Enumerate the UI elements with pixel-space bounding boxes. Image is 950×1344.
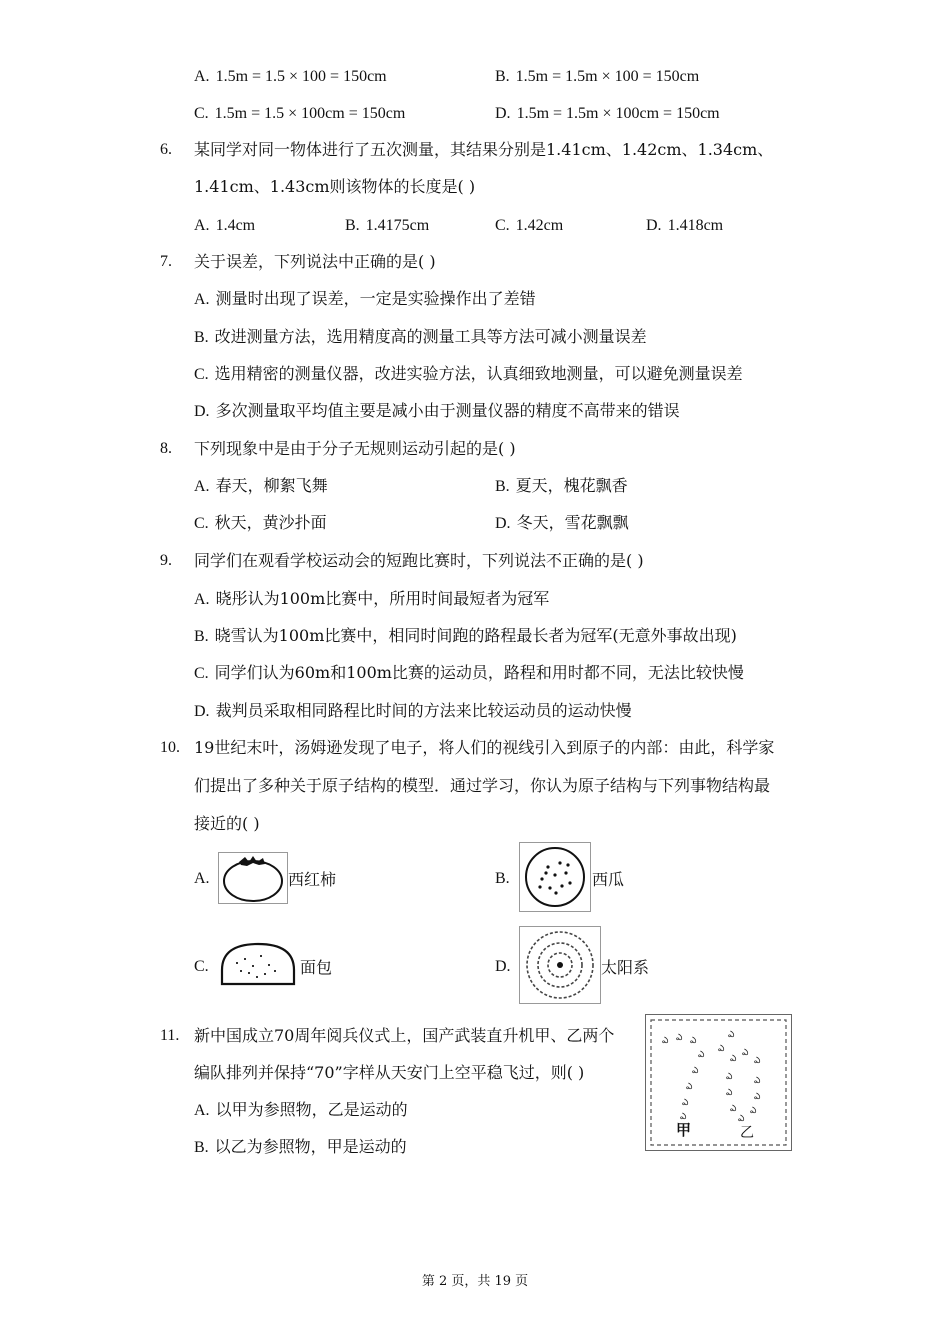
page-footer: 第 2 页，共 19 页 [421,1274,529,1289]
q10-option-a-text: 西红柿 [288,870,337,889]
watermelon-image [519,842,591,912]
q7-option-c: C. 选用精密的测量仪器，改进实验方法，认真细致地测量，可以避免测量误差 [194,364,743,383]
svg-text:ఎ: ఎ [682,1098,689,1108]
q11-stem-line2: 编队排列并保持“70”字样从天安门上空平稳飞过，则( ) [194,1063,585,1082]
q7-option-b: B. 改进测量方法，选用精度高的测量工具等方法可减小测量误差 [194,327,647,346]
q8-number: 8. [160,440,172,457]
q6-option-b: B. 1.4175cm [345,217,430,234]
q11-option-b: B. 以乙为参照物，甲是运动的 [194,1137,407,1156]
svg-text:ఎ: ఎ [730,1104,737,1114]
q8-option-b: B. 夏天，槐花飘香 [495,476,628,495]
q10-option-a-letter: A. [194,870,210,887]
q11-stem-line1: 新中国成立70周年阅兵仪式上，国产武装直升机甲、乙两个 [194,1026,615,1045]
q5-option-d: D. 1.5m = 1.5m × 100cm = 150cm [495,105,720,122]
q10-stem-line3: 接近的( ) [194,814,260,833]
svg-text:ఎ: ఎ [738,1114,745,1124]
q10-option-d-letter: D. [495,958,511,975]
q7-number: 7. [160,253,172,270]
q10-option-c-letter: C. [194,958,209,975]
svg-text:ఎ: ఎ [728,1030,735,1040]
q7-option-d: D. 多次测量取平均值主要是减小由于测量仪器的精度不高带来的错误 [194,401,680,420]
svg-text:ఎ: ఎ [754,1056,761,1066]
svg-text:ఎ: ఎ [690,1036,697,1046]
q10-option-c-text: 面包 [300,958,333,977]
svg-text:ఎ: ఎ [750,1106,757,1116]
svg-text:ఎ: ఎ [742,1048,749,1058]
q8-option-d: D. 冬天，雪花飘飘 [495,513,629,532]
label-yi: 乙 [740,1125,754,1141]
q6-option-c: C. 1.42cm [495,217,564,234]
q9-stem: 同学们在观看学校运动会的短跑比赛时，下列说法不正确的是( ) [194,551,644,570]
q8-option-a: A. 春天，柳絮飞舞 [194,476,328,495]
bread-image [218,940,298,988]
q7-option-a: A. 测量时出现了误差，一定是实验操作出了差错 [194,289,536,308]
q8-option-c: C. 秋天，黄沙扑面 [194,513,327,532]
q5-option-c: C. 1.5m = 1.5 × 100cm = 150cm [194,105,406,122]
q6-stem-line2: 1.41cm、1.43cm则该物体的长度是( ) [194,177,476,196]
q9-number: 9. [160,552,172,569]
q7-stem: 关于误差，下列说法中正确的是( ) [194,252,436,271]
q5-option-b: B. 1.5m = 1.5m × 100 = 150cm [495,68,700,85]
svg-text:ఎ: ఎ [676,1033,683,1043]
svg-text:ఎ: ఎ [726,1088,733,1098]
q10-option-b-letter: B. [495,870,510,887]
q9-option-a: A. 晓彤认为100m比赛中，所用时间最短者为冠军 [194,589,550,608]
svg-text:ఎ: ఎ [754,1092,761,1102]
q5-option-a: A. 1.5m = 1.5 × 100 = 150cm [194,68,387,85]
q8-stem: 下列现象中是由于分子无规则运动引起的是( ) [194,439,516,458]
svg-text:ఎ: ఎ [692,1066,699,1076]
svg-text:ఎ: ఎ [686,1082,693,1092]
q10-stem-line1: 19世纪末叶，汤姆逊发现了电子，将人们的视线引入到原子的内部：由此，科学家 [194,738,775,757]
helicopter-formation-figure [645,1014,792,1151]
label-jia: 甲 [676,1121,692,1139]
svg-text:ఎ: ఎ [662,1036,669,1046]
q9-option-b: B. 晓雪认为100m比赛中，相同时间跑的路程最长者为冠军(无意外事故出现) [194,626,737,645]
q6-option-d: D. 1.418cm [646,217,724,234]
q11-number: 11. [160,1027,180,1044]
q10-option-b-text: 西瓜 [592,870,625,889]
svg-text:ఎ: ఎ [730,1054,737,1064]
tomato-image [218,852,288,904]
q6-number: 6. [160,141,172,158]
q10-number: 10. [160,739,180,756]
svg-text:ఎ: ఎ [698,1050,705,1060]
q6-option-a: A. 1.4cm [194,217,256,234]
q6-stem-line1: 某同学对同一物体进行了五次测量，其结果分别是1.41cm、1.42cm、1.34cm、 [194,140,774,159]
q9-option-d: D. 裁判员采取相同路程比时间的方法来比较运动员的运动快慢 [194,701,632,720]
q11-option-a: A. 以甲为参照物，乙是运动的 [194,1100,408,1119]
svg-text:ఎ: ఎ [726,1072,733,1082]
svg-text:ఎ: ఎ [754,1076,761,1086]
svg-text:ఎ: ఎ [680,1112,687,1122]
svg-text:ఎ: ఎ [718,1044,725,1054]
q10-option-d-text: 太阳系 [601,958,650,977]
q10-stem-line2: 们提出了多种关于原子结构的模型．通过学习，你认为原子结构与下列事物结构最 [194,776,771,795]
q9-option-c: C. 同学们认为60m和100m比赛的运动员，路程和用时都不同，无法比较快慢 [194,663,744,682]
solar-system-image [519,926,601,1004]
